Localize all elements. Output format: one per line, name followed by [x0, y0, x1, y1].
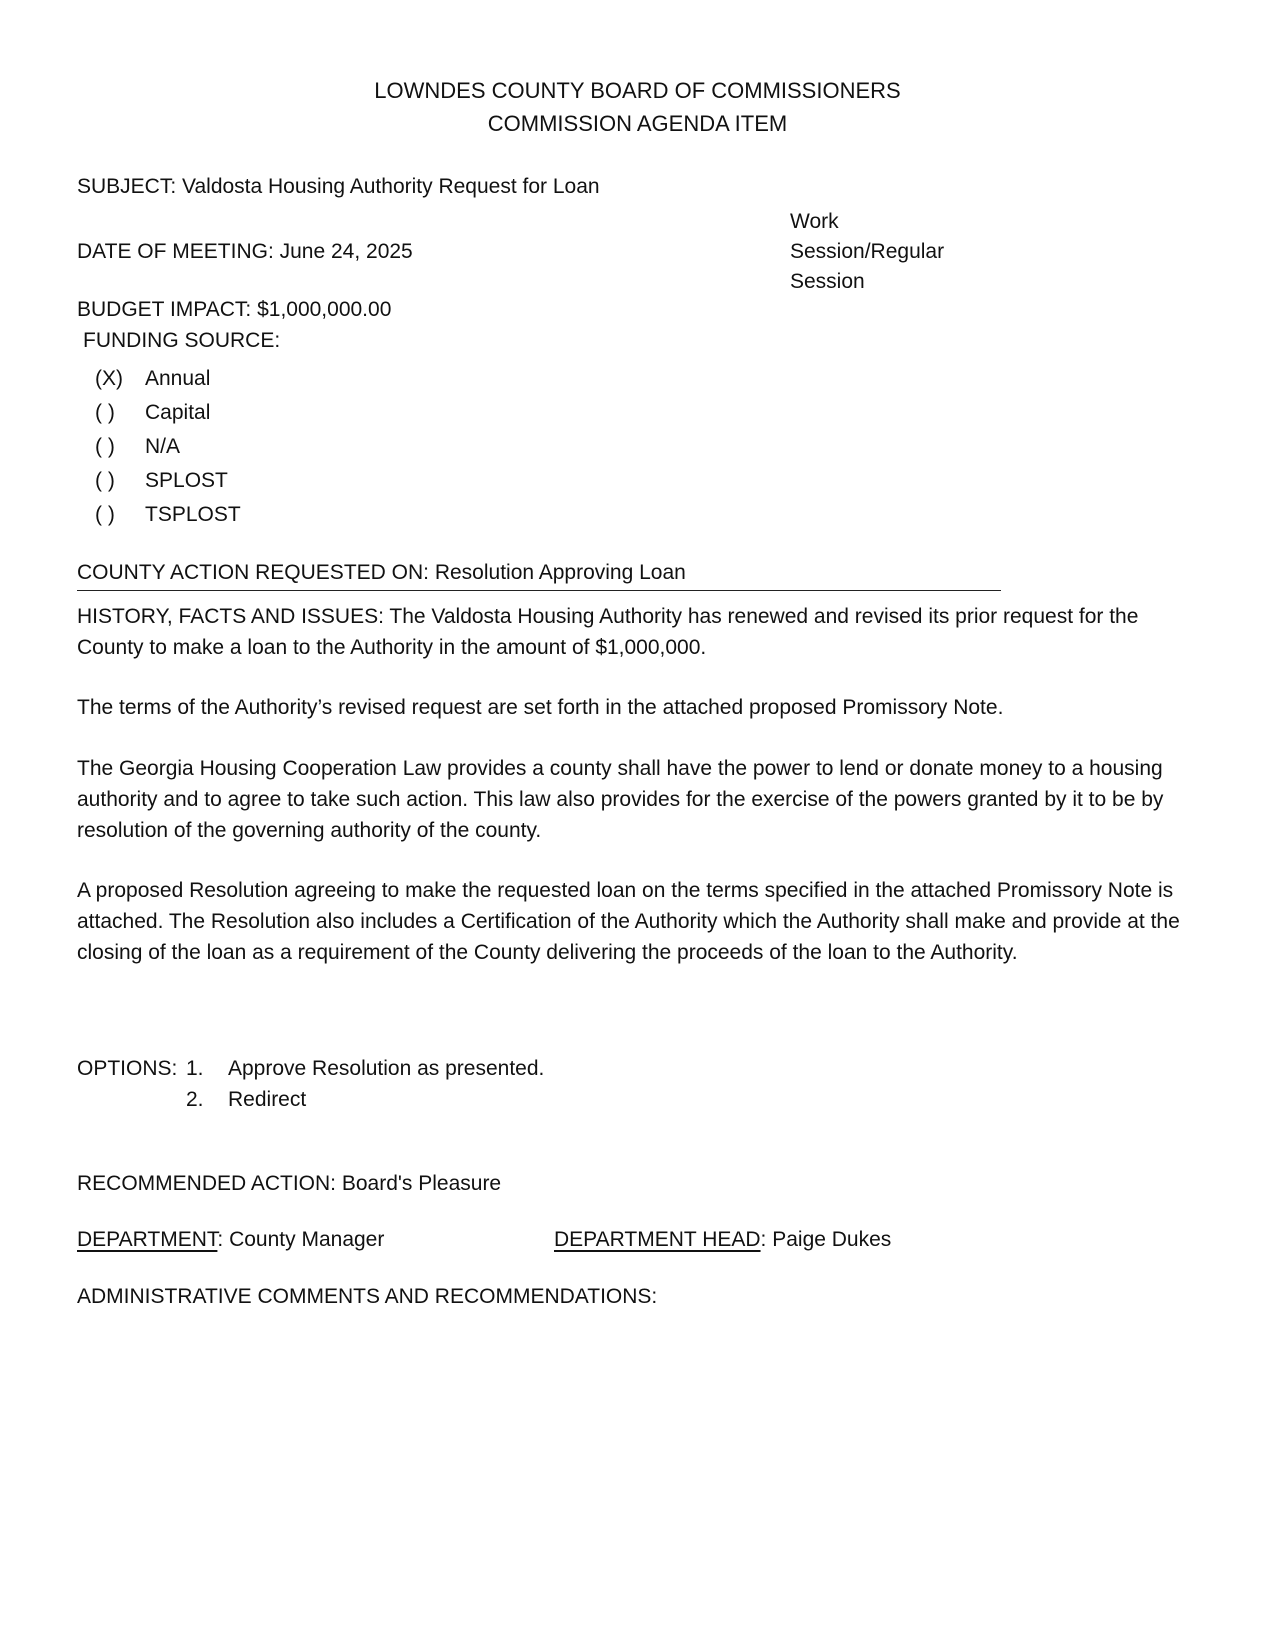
option-text: Redirect: [228, 1088, 307, 1111]
funding-option-label: N/A: [145, 435, 181, 458]
session-line-1: Work: [790, 210, 839, 233]
funding-option-tsplost: [95, 498, 241, 532]
funding-checkbox-mark: (X): [95, 367, 123, 390]
department-head: [554, 1225, 891, 1255]
funding-checkbox-mark: ( ): [95, 503, 115, 526]
administrative-comments: ADMINISTRATIVE COMMENTS AND RECOMMENDATIONS:: [77, 1285, 658, 1308]
department-head-value: : Paige Dukes: [760, 1228, 892, 1251]
funding-option-annual: [95, 362, 241, 396]
header-line-1: LOWNDES COUNTY BOARD OF COMMISSIONERS: [374, 78, 901, 103]
session-type: [790, 207, 1010, 297]
history-facts-issues: HISTORY, FACTS AND ISSUES: The Valdosta Housing Authority has renewed and revised its prior request for the County to make a loan to the Authority in the amount of $1,000,000.: [77, 605, 1139, 659]
resolution-paragraph: A proposed Resolution agreeing to make the requested loan on the terms specified in the attached Promissory Note is attached. The Resolution also includes a Certification of the Authority which the Authority shall make and provide at the closing of the loan as a requirement of the County delivering the proceeds of the loan to the Authority.: [77, 879, 1180, 964]
funding-option-label: SPLOST: [145, 469, 228, 492]
terms-paragraph: The terms of the Authority’s revised request are set forth in the attached proposed Promissory Note.: [77, 696, 1004, 719]
session-line-2: Session/Regular: [790, 240, 945, 263]
option-text: Approve Resolution as presented.: [228, 1057, 545, 1080]
department: [77, 1225, 384, 1255]
funding-source-label: FUNDING SOURCE:: [83, 329, 281, 352]
options-section: [77, 1053, 544, 1115]
date-of-meeting: DATE OF MEETING: June 24, 2025: [77, 240, 413, 263]
option-row-1: [77, 1053, 544, 1084]
department-value: : County Manager: [217, 1228, 385, 1251]
funding-checkbox-mark: ( ): [95, 469, 115, 492]
subject-line: SUBJECT: Valdosta Housing Authority Request for Loan: [77, 175, 600, 198]
law-paragraph: The Georgia Housing Cooperation Law provides a county shall have the power to lend or donate money to a housing authority and to agree to take such action. This law also provides for the exercise of the powers granted by it to be by resolution of the governing authority of the county.: [77, 757, 1164, 842]
options-label: OPTIONS:: [77, 1057, 178, 1080]
county-action-requested: COUNTY ACTION REQUESTED ON: Resolution Approving Loan: [77, 556, 1001, 591]
budget-impact: BUDGET IMPACT: $1,000,000.00: [77, 298, 392, 321]
header-line-2: COMMISSION AGENDA ITEM: [487, 111, 788, 136]
funding-source-list: [95, 362, 241, 532]
document-header: [0, 74, 1275, 140]
department-head-label: DEPARTMENT HEAD: [554, 1228, 761, 1251]
funding-checkbox-mark: ( ): [95, 401, 115, 424]
option-row-2: [77, 1084, 544, 1115]
session-line-3: Session: [790, 270, 865, 293]
option-number: 1.: [186, 1057, 204, 1080]
funding-option-label: Annual: [145, 367, 211, 390]
funding-checkbox-mark: ( ): [95, 435, 115, 458]
funding-option-splost: [95, 464, 241, 498]
recommended-action: RECOMMENDED ACTION: Board's Pleasure: [77, 1172, 502, 1195]
funding-option-na: [95, 430, 241, 464]
option-number: 2.: [186, 1088, 204, 1111]
department-label: DEPARTMENT: [77, 1228, 218, 1251]
funding-option-capital: [95, 396, 241, 430]
funding-option-label: TSPLOST: [145, 503, 241, 526]
funding-option-label: Capital: [145, 401, 211, 424]
